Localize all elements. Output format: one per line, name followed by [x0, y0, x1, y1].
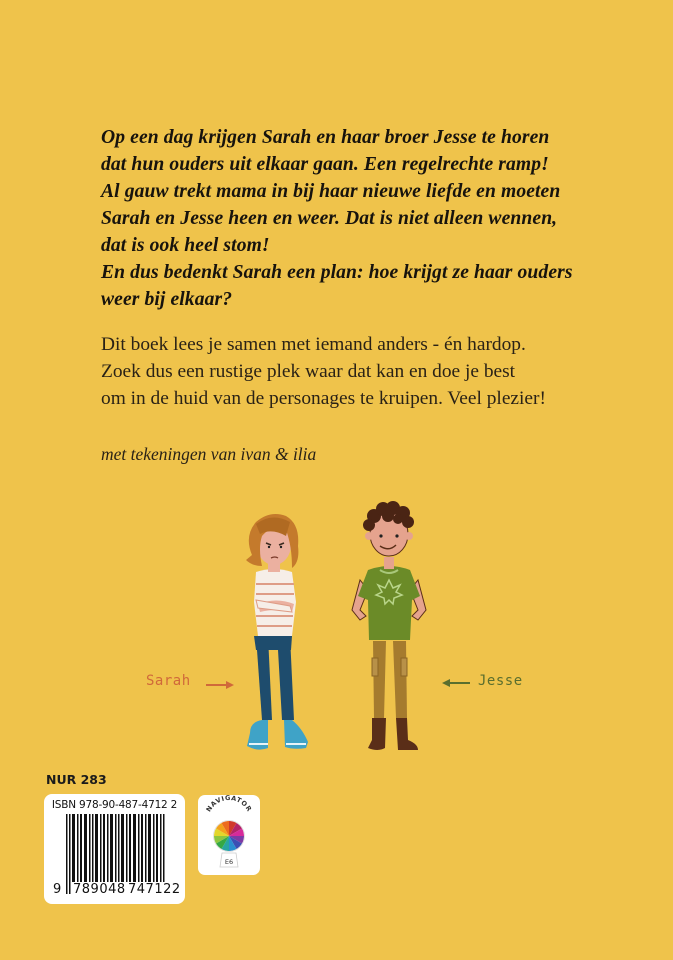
svg-text:NAVIGATOR — [205, 795, 254, 813]
intro-line: Zoek dus een rustige plek waar dat kan en doe je best — [101, 361, 516, 382]
jesse-label: Jesse — [478, 673, 523, 689]
ean-left-group: 789048 — [73, 882, 126, 897]
blurb-line: Al gauw trekt mama in bij haar nieuwe liefde en moeten — [101, 181, 561, 202]
sarah-figure — [246, 514, 308, 750]
illustrator-credits: met tekeningen van ivan & ilia — [101, 444, 317, 464]
characters-illustration — [0, 470, 673, 770]
intro-line: om in de huid van de personages te kruipen. Veel plezier! — [101, 388, 546, 409]
left-arrow-icon — [442, 679, 470, 687]
isbn-label: ISBN 978-90-487-4712 2 — [51, 799, 178, 811]
isbn-barcode — [44, 794, 185, 904]
intro-paragraph — [101, 331, 621, 412]
ean-right-group: 747122 — [128, 882, 181, 897]
navigator-title: NAVIGATOR — [204, 795, 254, 814]
navigator-level: E6 — [224, 858, 234, 866]
blurb — [101, 124, 621, 313]
right-arrow-icon — [206, 681, 234, 689]
blurb-line: En dus bedenkt Sarah een plan: hoe krijgt ze haar ouders — [101, 262, 573, 283]
ean-first-digit: 9 — [53, 882, 62, 897]
navigator-badge — [198, 795, 260, 875]
blurb-line: dat hun ouders uit elkaar gaan. Een regelrechte ramp! — [101, 154, 549, 175]
nur-code: NUR 283 — [46, 772, 107, 787]
blurb-line: Op een dag krijgen Sarah en haar broer Jesse te horen — [101, 127, 550, 148]
blurb-line: Sarah en Jesse heen en weer. Dat is niet alleen wennen, — [101, 208, 558, 229]
blurb-line: weer bij elkaar? — [101, 289, 233, 310]
navigator-color-wheel-icon — [198, 795, 260, 875]
sarah-label: Sarah — [146, 673, 191, 689]
jesse-figure — [352, 501, 426, 750]
blurb-line: dat is ook heel stom! — [101, 235, 270, 256]
intro-line: Dit boek lees je samen met iemand anders - én hardop. — [101, 334, 526, 355]
